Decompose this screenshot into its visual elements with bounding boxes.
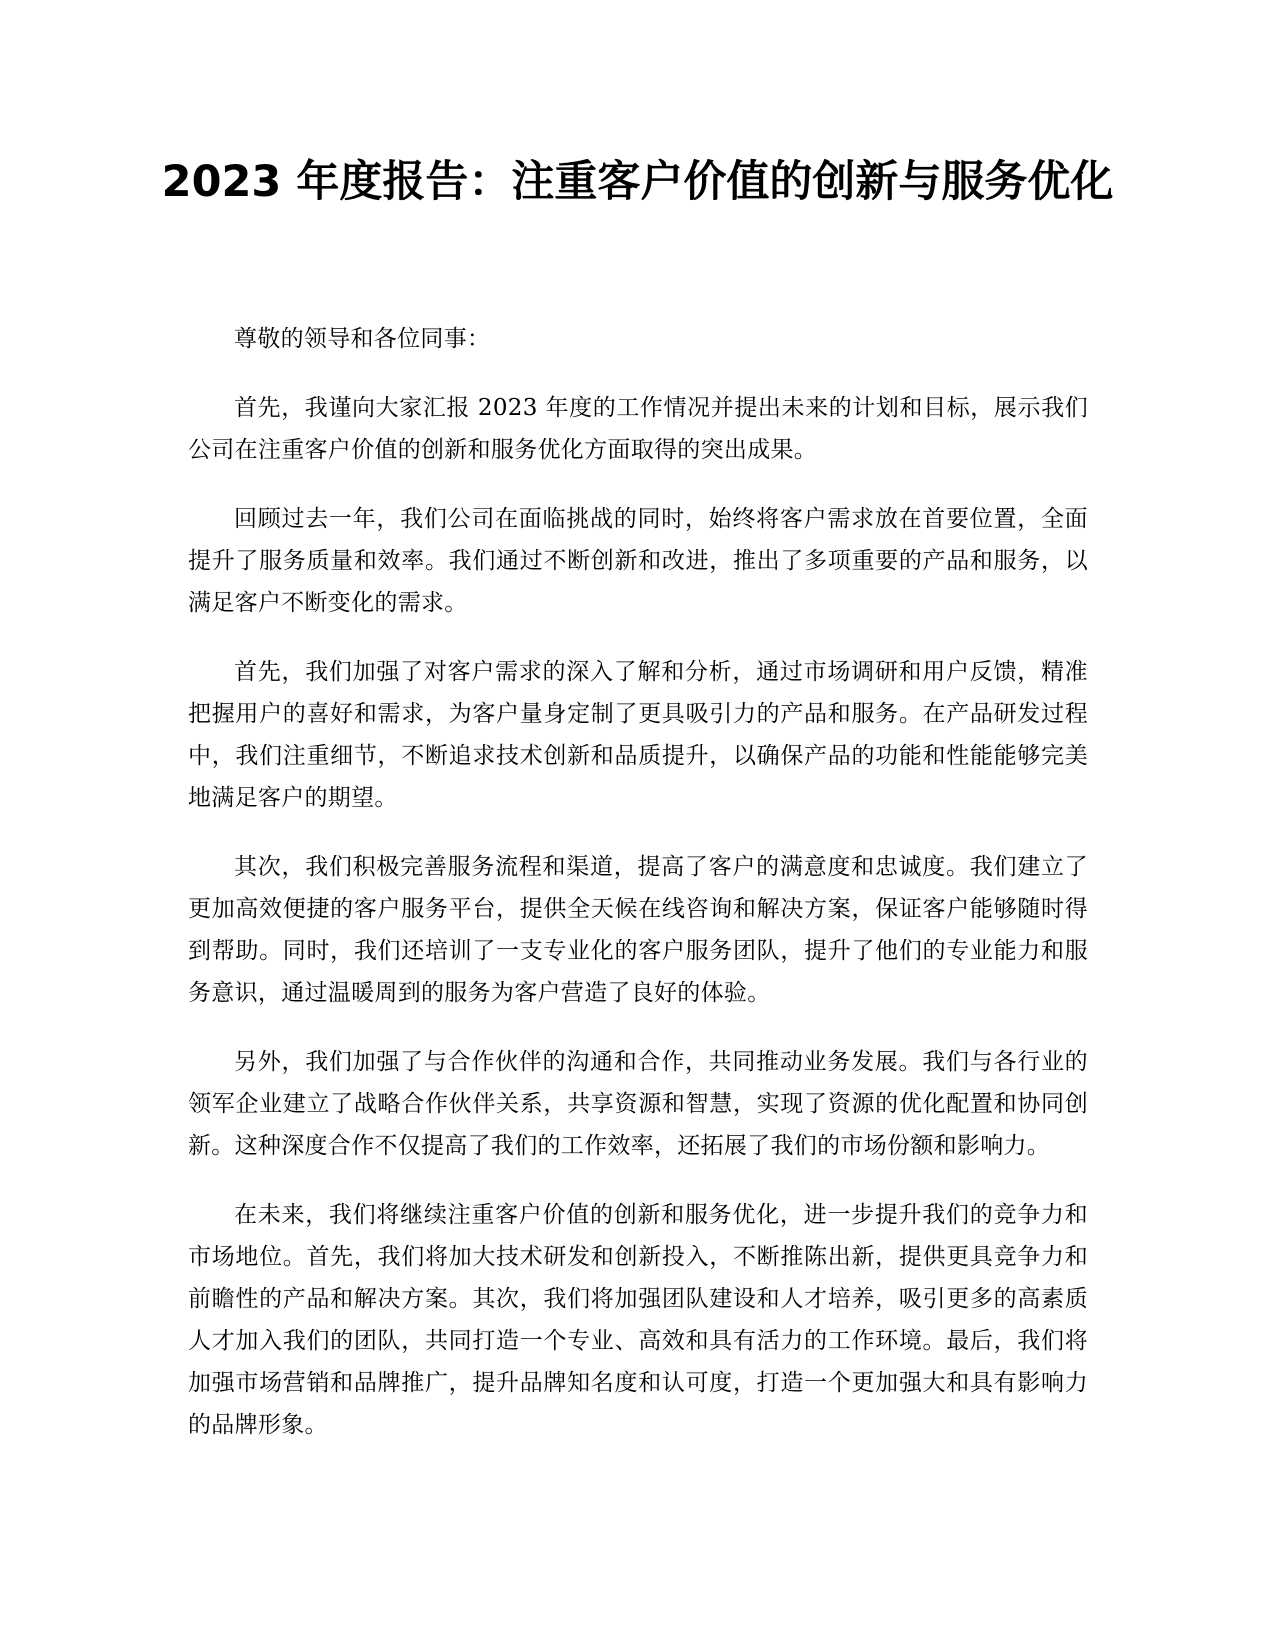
paragraph-1: 首先，我谨向大家汇报 2023 年度的工作情况并提出未来的计划和目标，展示我们公司在注重客户价值的创新和服务优化方面取得的突出成果。 [188,395,1088,463]
paragraph-4: 其次，我们积极完善服务流程和渠道，提高了客户的满意度和忠诚度。我们建立了更加高效便捷的客户服务平台，提供全天候在线咨询和解决方案，保证客户能够随时得到帮助。同时，我们还培训了一支专业化的客户服务团队，提升了他们的专业能力和服务意识，通过温暖周到的服务为客户营造了良好的体验。 [188,854,1088,1006]
paragraph-3: 首先，我们加强了对客户需求的深入了解和分析，通过市场调研和用户反馈，精准把握用户的喜好和需求，为客户量身定制了更具吸引力的产品和服务。在产品研发过程中，我们注重细节，不断追求技术创新和品质提升，以确保产品的功能和性能能够完美地满足客户的期望。 [188,659,1088,811]
paragraph-2: 回顾过去一年，我们公司在面临挑战的同时，始终将客户需求放在首要位置，全面提升了服务质量和效率。我们通过不断创新和改进，推出了多项重要的产品和服务，以满足客户不断变化的需求。 [188,506,1088,616]
document-body [188,318,1088,1473]
document-title: 2023 年度报告：注重客户价值的创新与服务优化 [161,157,1114,207]
salutation: 尊敬的领导和各位同事： [234,326,491,352]
paragraph-6: 在未来，我们将继续注重客户价值的创新和服务优化，进一步提升我们的竞争力和市场地位。首先，我们将加大技术研发和创新投入，不断推陈出新，提供更具竞争力和前瞻性的产品和解决方案。其次，我们将加强团队建设和人才培养，吸引更多的高素质人才加入我们的团队，共同打造一个专业、高效和具有活力的工作环境。最后，我们将加强市场营销和品牌推广，提升品牌知名度和认可度，打造一个更加强大和具有影响力的品牌形象。 [188,1202,1088,1438]
paragraph-5: 另外，我们加强了与合作伙伴的沟通和合作，共同推动业务发展。我们与各行业的领军企业建立了战略合作伙伴关系，共享资源和智慧，实现了资源的优化配置和协同创新。这种深度合作不仅提高了我们的工作效率，还拓展了我们的市场份额和影响力。 [188,1049,1088,1159]
